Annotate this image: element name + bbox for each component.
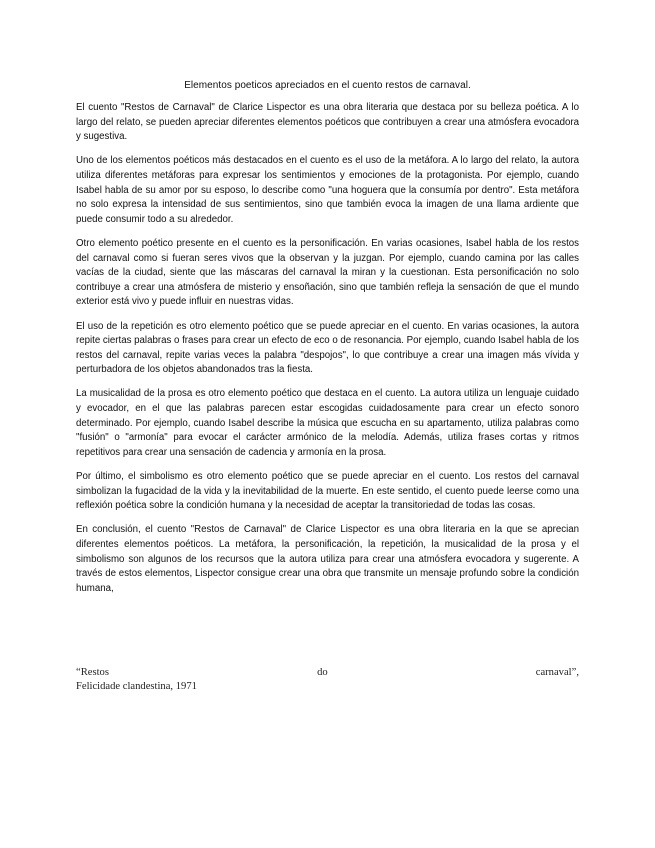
citation-word-carnaval: carnaval”, (535, 667, 579, 678)
citation (76, 666, 579, 694)
paragraph-personification: Otro elemento poético presente en el cuento es la personificación. En varias ocasiones, Isabel habla de los restos del carnaval como si fueran seres vivos que la observan y la juzgan. Por ejemplo, cuando camina por las calles vacías de la ciudad, siente que las máscaras del carnaval la miran y la cuestionan. Esta personificación no solo contribuye a crear una atmósfera de misterio y ensoñación, sino que también refleja la sensación de que el mundo exterior está vivo y puede influir en nuestras vidas. (76, 237, 579, 308)
paragraph-symbolism: Por último, el simbolismo es otro elemento poético que se puede apreciar en el cuento. Los restos del carnaval simbolizan la fugacidad de la vida y la inevitabilidad de la muerte. En este sentido, el cuento puede leerse como una reflexión poética sobre la condición humana y la necesidad de aceptar la transitoriedad de todas las cosas. (76, 471, 579, 512)
document-title: Elementos poeticos apreciados en el cuento restos de carnaval. (184, 80, 471, 91)
citation-word-do: do (317, 667, 328, 678)
citation-title-line (76, 666, 579, 680)
document-body (76, 101, 579, 606)
citation-source: Felicidade clandestina, 1971 (76, 681, 197, 692)
paragraph-musicality: La musicalidad de la prosa es otro elemento poético que destaca en el cuento. La autora utiliza un lenguaje cuidado y evocador, en el que las palabras parecen estar escogidas cuidadosamente para crear un efecto sonoro determinado. Por ejemplo, cuando Isabel describe la música que escucha en su apartamento, utiliza palabras como "fusión" o "armonía" para evocar el carácter armónico de la melodía. Además, utiliza frases cortas y ritmos repetitivos para crear una sensación de cadencia y armonía en la prosa. (76, 388, 579, 458)
citation-word-restos: “Restos (76, 667, 109, 678)
paragraph-repetition: El uso de la repetición es otro elemento poético que se puede apreciar en el cuento. En varias ocasiones, la autora repite ciertas palabras o frases para crear un efecto de eco o de resonancia. Por ejemplo, cuando Isabel habla de los restos del carnaval, repite varias veces la palabra "despojos", lo que contribuye a crear una imagen más vívida y perturbadora de los objetos abandonados tras la fiesta. (76, 320, 579, 376)
paragraph-metaphor: Uno de los elementos poéticos más destacados en el cuento es el uso de la metáfora. A lo largo del relato, la autora utiliza diferentes metáforas para expresar los sentimientos y emociones de la protagonista. Por ejemplo, cuando Isabel habla de su amor por su esposo, lo describe como "una hoguera que la consumía por dentro". Esta metáfora no solo expresa la intensidad de sus sentimientos, sino que también evoca la imagen de una llama ardiente que puede consumir todo a su alrededor. (76, 155, 579, 225)
paragraph-conclusion: En conclusión, el cuento "Restos de Carnaval" de Clarice Lispector es una obra literaria en la que se aprecian diferentes elementos poéticos. La metáfora, la personificación, la repetición, la musicalidad de la prosa y el simbolismo son algunos de los recursos que la autora utiliza para crear una atmósfera evocadora y sugerente. A través de estos elementos, Lispector consigue crear una obra que transmite un mensaje profundo sobre la condición humana, (76, 524, 579, 594)
paragraph-intro: El cuento "Restos de Carnaval" de Clarice Lispector es una obra literaria que destaca por su belleza poética. A lo largo del relato, se pueden apreciar diferentes elementos poéticos que contribuyen a crear una atmósfera evocadora y sugestiva. (76, 102, 579, 143)
